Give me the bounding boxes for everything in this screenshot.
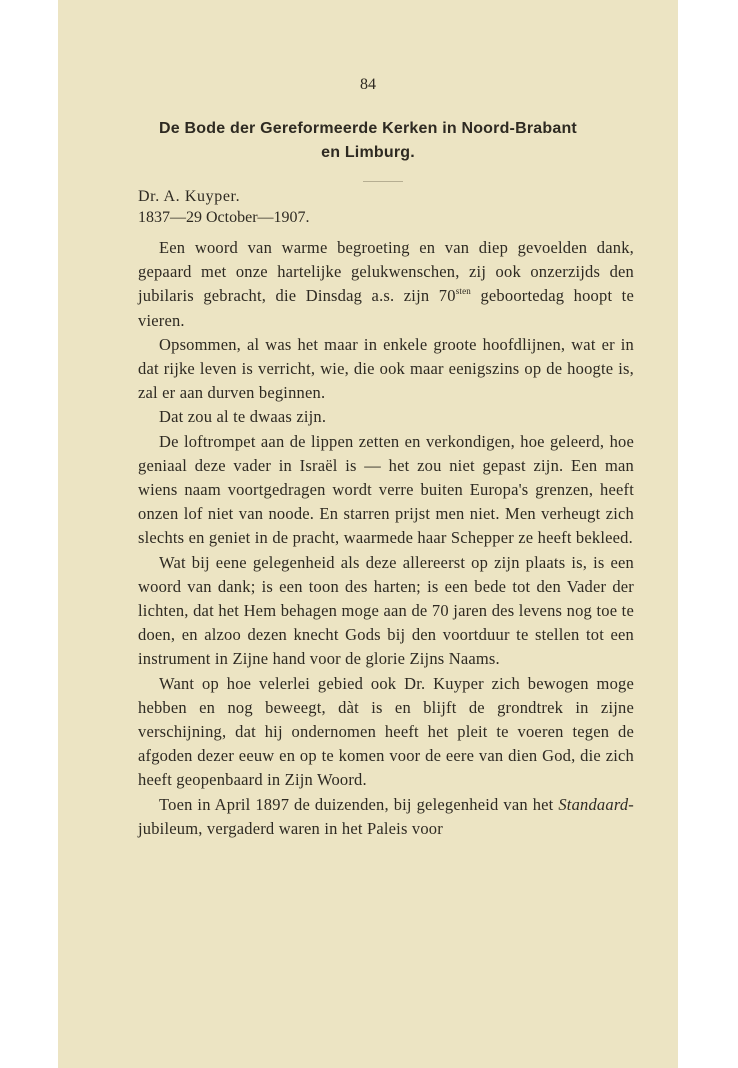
section-divider: [363, 181, 403, 182]
paragraph-7-italic: Standaard: [558, 794, 629, 814]
ordinal-superscript: sten: [455, 286, 471, 297]
page-number: 84: [360, 76, 376, 93]
paragraph-1-text-b: geboortedag hoopt te vieren.: [138, 286, 634, 330]
paragraph-3: Dat zou al te dwaas zijn.: [159, 407, 327, 427]
book-page: [58, 0, 678, 1068]
heading-line-2: en Limburg.: [321, 144, 415, 161]
paragraph-5: Wat bij eene gelegenheid als deze allereerst op zijn plaats is, is een woord van dank; is een toon des harten; is een bede tot den Vader der lichten, dat het Hem behagen moge aan de 70 jaren des levens nog toe te doen, en alzoo dezen knecht Gods bij den voortduur te stellen tot een instrument in Zijne hand voor de glorie Zijns Naams.: [138, 552, 634, 669]
author-dates: 1837—29 October—1907.: [138, 209, 310, 226]
paragraph-2: Opsommen, al was het maar in enkele groote hoofdlijnen, wat er in dat rijke leven is verricht, wie, die ook maar eenigszins op de hoogte is, zal er aan durven beginnen.: [138, 334, 634, 403]
paragraph-6: Want op hoe velerlei gebied ook Dr. Kuyper zich bewogen moge hebben en nog beweegt, dàt is en blijft de grondtrek in zijne verschijning, dat hij ondernomen heeft het pleit te voeren tegen de afgoden dezer eeuw en op te komen voor de eere van dien God, die zich heeft geopenbaard in Zijn Woord.: [138, 673, 634, 790]
paragraph-4: De loftrompet aan de lippen zetten en verkondigen, hoe geleerd, hoe geniaal deze vader in Israël is — het zou niet gepast zijn. Een man wiens naam voortgedragen wordt verre buiten Europa's grenzen, heeft onzen lof niet van noode. En starren prijst men niet. Men verheugt zich slechts en geniet in de pracht, waarmede haar Schepper ze heeft bekleed.: [138, 431, 634, 548]
heading-line-1: De Bode der Gereformeerde Kerken in Noord-Brabant: [159, 120, 577, 137]
author-name: Dr. A. Kuyper.: [138, 188, 241, 205]
paragraph-7: [138, 793, 634, 841]
paragraph-7-text-a: Toen in April 1897 de duizenden, bij gelegenheid van het: [159, 794, 559, 814]
author-block: [138, 186, 310, 228]
paragraph-1: [138, 236, 634, 333]
paragraph-7-text-b: -jubileum, vergaderd waren in het Paleis voor: [138, 794, 634, 838]
article-heading: [118, 117, 618, 165]
article-body: [138, 236, 634, 841]
paragraph-1-text-a: Een woord van warme begroeting en van diep gevoelden dank, gepaard met onze hartelijke gelukwenschen, zij ook onzerzijds den jubilaris gebracht, die Dinsdag a.s. zijn 70: [138, 238, 634, 306]
